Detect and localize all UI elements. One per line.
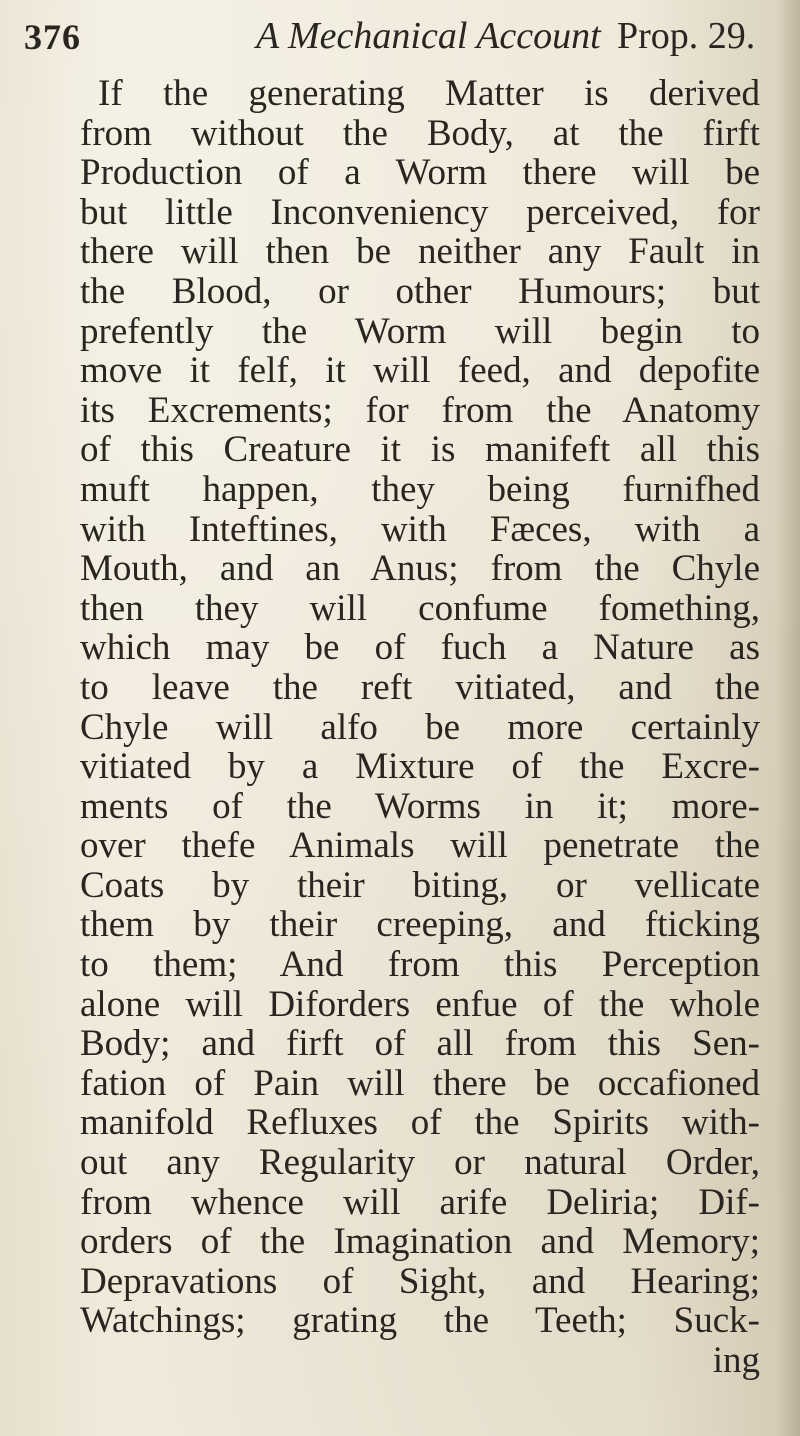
text-line: ments of the Worms in it; more- [80, 785, 760, 827]
text-line: of this Creature it is manifeft all this [80, 429, 760, 471]
text-line: then they will confume fomething, [80, 587, 760, 629]
text-line: fation of Pain will there be occafioned [80, 1062, 760, 1104]
page-header [24, 10, 784, 70]
text-line: but little Inconveniency perceived, for [80, 191, 760, 233]
text-line: prefently the Worm will begin to [80, 310, 760, 352]
text-line: Chyle will alfo be more certainly [80, 706, 760, 748]
text-line: there will then be neither any Fault in [80, 231, 760, 273]
text-line: Coats by their biting, or vellicate [80, 864, 760, 906]
text-line: muft happen, they being furnifhed [80, 468, 760, 510]
page-edge-shadow [776, 0, 800, 1436]
body-text [80, 74, 760, 1381]
text-line: vitiated by a Mixture of the Excre- [80, 746, 760, 788]
text-line: to leave the reft vitiated, and the [80, 666, 760, 708]
text-line: Body; and firft of all from this Sen- [80, 1023, 760, 1065]
text-line: over thefe Animals will penetrate the [80, 825, 760, 867]
text-line: from whence will arife Deliria; Dif- [80, 1181, 760, 1223]
text-line: the Blood, or other Humours; but [80, 270, 760, 312]
text-line: its Excrements; for from the Anatomy [80, 389, 760, 431]
text-line: to them; And from this Perception [80, 944, 760, 986]
text-line: out any Regularity or natural Order, [80, 1142, 760, 1184]
text-line: with Inteftines, with Fæces, with a [80, 508, 760, 550]
text-line: Watchings; grating the Teeth; Suck- [80, 1300, 760, 1342]
text-line: orders of the Imagination and Memory; [80, 1221, 760, 1263]
text-line: which may be of fuch a Nature as [80, 627, 760, 669]
text-line: from without the Body, at the firft [80, 112, 760, 154]
proposition-label: Prop. 29. [617, 15, 756, 57]
text-line: them by their creeping, and fticking [80, 904, 760, 946]
catchword: ing [712, 1340, 760, 1381]
text-line: move it felf, it will feed, and depofite [80, 350, 760, 392]
text-line: If the generating Matter is derived [98, 73, 760, 114]
text-line: Production of a Worm there will be [80, 152, 760, 194]
text-line: manifold Refluxes of the Spirits with- [80, 1102, 760, 1144]
text-line: Depravations of Sight, and Hearing; [80, 1260, 760, 1302]
text-line: Mouth, and an Anus; from the Chyle [80, 548, 760, 590]
text-line: alone will Diforders enfue of the whole [80, 983, 760, 1025]
running-title: A Mechanical Account [256, 15, 601, 57]
page-number: 376 [24, 17, 81, 57]
